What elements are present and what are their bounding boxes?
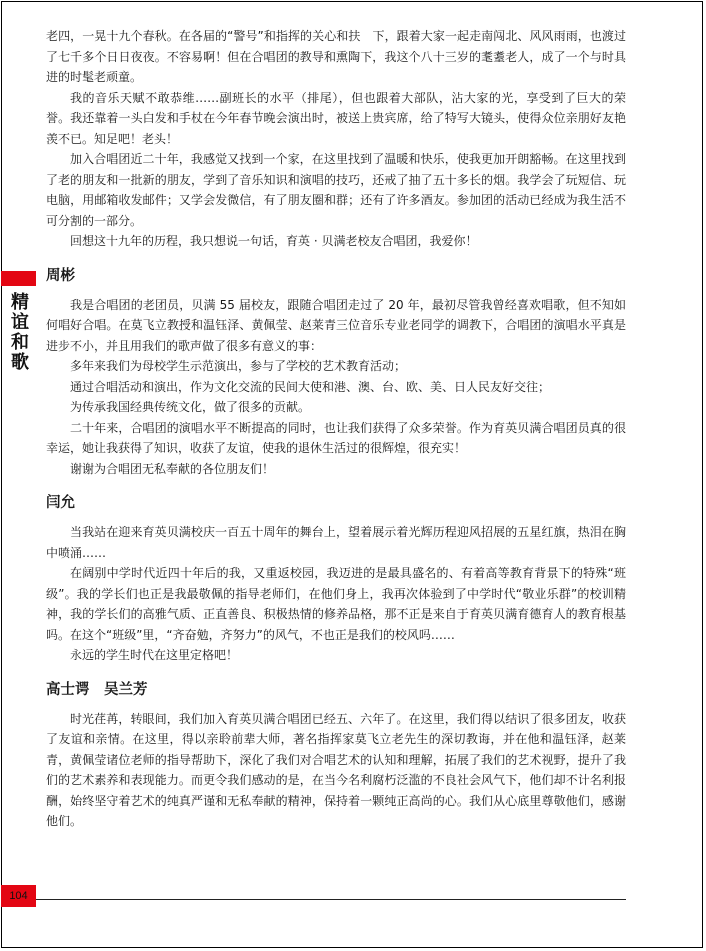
paragraph: 我的音乐天赋不敢恭维……副班长的水平（排尾），但也跟着大部队，沾大家的光，享受到了巨大的荣誉。我还靠着一头白发和手杖在今年春节晚会演出时，被送上贵宾席，给了特写大镜头，使得众位亲朋好友艳羡不已。知足吧！老头！ bbox=[46, 90, 626, 146]
side-title-char: 歌 bbox=[11, 352, 29, 373]
side-title-char: 谊 bbox=[11, 312, 29, 333]
paragraph: 时光荏苒，转眼间，我们加入育英贝满合唱团已经五、六年了。在这里，我们得以结识了很多团友，收获了友谊和亲情。在这里，得以亲聆前辈大师，著名指挥家莫飞立老先生的深切教诲，并在他和温钰泽，赵莱青，黄佩莹诸位老师的指导帮助下，深化了我们对合唱艺术的认知和理解，拓展了我们的艺术视野，提升了我们的艺术素养和表现能力。而更令我们感动的是，在当今名利腐朽泛滥的不良社会风气下，他们却不计名利报酬，始终坚守着艺术的纯真严谨和无私奉献的精神，保持着一颗纯正高尚的心。我们从心底里尊敬他们，感谢他们。 bbox=[46, 711, 626, 828]
paragraph: 谢谢为合唱团无私奉献的各位朋友们！ bbox=[70, 461, 275, 476]
paragraph: 多年来我们为母校学生示范演出，参与了学校的艺术教育活动； bbox=[70, 359, 407, 373]
footer-rule bbox=[36, 899, 626, 900]
author-heading: 高士谔 吴兰芳 bbox=[46, 681, 148, 698]
paragraph: 二十年来，合唱团的演唱水平不断提高的同时，也让我们获得了众多荣誉。作为育英贝满合唱团员真的很幸运，她让我获得了知识，收获了友谊，使我的退休生活过的很辉煌，很充实！ bbox=[46, 420, 626, 455]
author-heading: 周彬 bbox=[46, 267, 75, 284]
paragraph: 老四，一晃十九个春秋。在各届的“警号”和指挥的关心和扶 下，跟着大家一起走南闯北、风风雨雨，也渡过了七千多个日日夜夜。不容易啊！但在合唱团的教导和熏陶下，我这个八十三岁的耄耋老人，成了一个与时具进的时髦老顽童。 bbox=[46, 29, 626, 84]
page-number: 104 bbox=[1, 885, 36, 907]
paragraph: 我是合唱团的老团员，贝满 55 届校友，跟随合唱团走过了 20 年，最初尽管我曾经喜欢唱歌，但不知如何唱好合唱。在莫飞立教授和温钰泽、黄佩莹、赵莱青三位音乐专业老同学的调教下，合唱团的演唱水平真是进步不小，并且用我们的歌声做了很多有意义的事： bbox=[46, 297, 626, 353]
author-heading: 闫允 bbox=[46, 495, 75, 511]
paragraph: 在阔别中学时代近四十年后的我，又重返校园，我迈进的是最具盛名的、有着高等教育背景下的特殊“班级”。我的学长们也正是我最敬佩的指导老师们，在他们身上，我再次体验到了中学时代“敬业乐群”的校训精神，我的学长们的高雅气质、正直善良、积极热情的修养品格，那不正是来自于育英贝满育德育人的教育根基吗。在这个“班级”里，“齐奋勉，齐努力”的风气，不也正是我们的校风吗…… bbox=[46, 566, 626, 642]
paragraph: 为传承我国经典传统文化，做了很多的贡献。 bbox=[70, 400, 311, 414]
section-tab-marker bbox=[1, 271, 36, 286]
paragraph: 通过合唱活动和演出，作为文化交流的民间大使和港、澳、台、欧、美、日人民友好交往； bbox=[70, 379, 551, 394]
paragraph: 当我站在迎来育英贝满校庆一百五十周年的舞台上，望着展示着光辉历程迎风招展的五星红旗，热泪在胸中喷涌…… bbox=[46, 525, 626, 560]
paragraph: 加入合唱团近二十年，我感觉又找到一个家，在这里找到了温暖和快乐，使我更加开朗豁畅。在这里找到了老的朋友和一批新的朋友，学到了音乐知识和演唱的技巧，还戒了抽了五十多长的烟。我学会了玩短信、玩电脑，用邮箱收发邮件；又学会发微信，有了朋友圈和群；还有了许多酒友。参加团的活动已经成为我生活不可分割的一部分。 bbox=[46, 152, 626, 228]
section-side-title bbox=[9, 293, 31, 373]
side-title-char: 和 bbox=[11, 332, 29, 353]
article-body bbox=[46, 26, 626, 832]
paragraph: 永远的学生时代在这里定格吧！ bbox=[70, 648, 239, 662]
paragraph: 回想这十九年的历程，我只想说一句话，育英 · 贝满老校友合唱团，我爱你！ bbox=[70, 234, 478, 248]
side-title-char: 精 bbox=[11, 292, 29, 313]
